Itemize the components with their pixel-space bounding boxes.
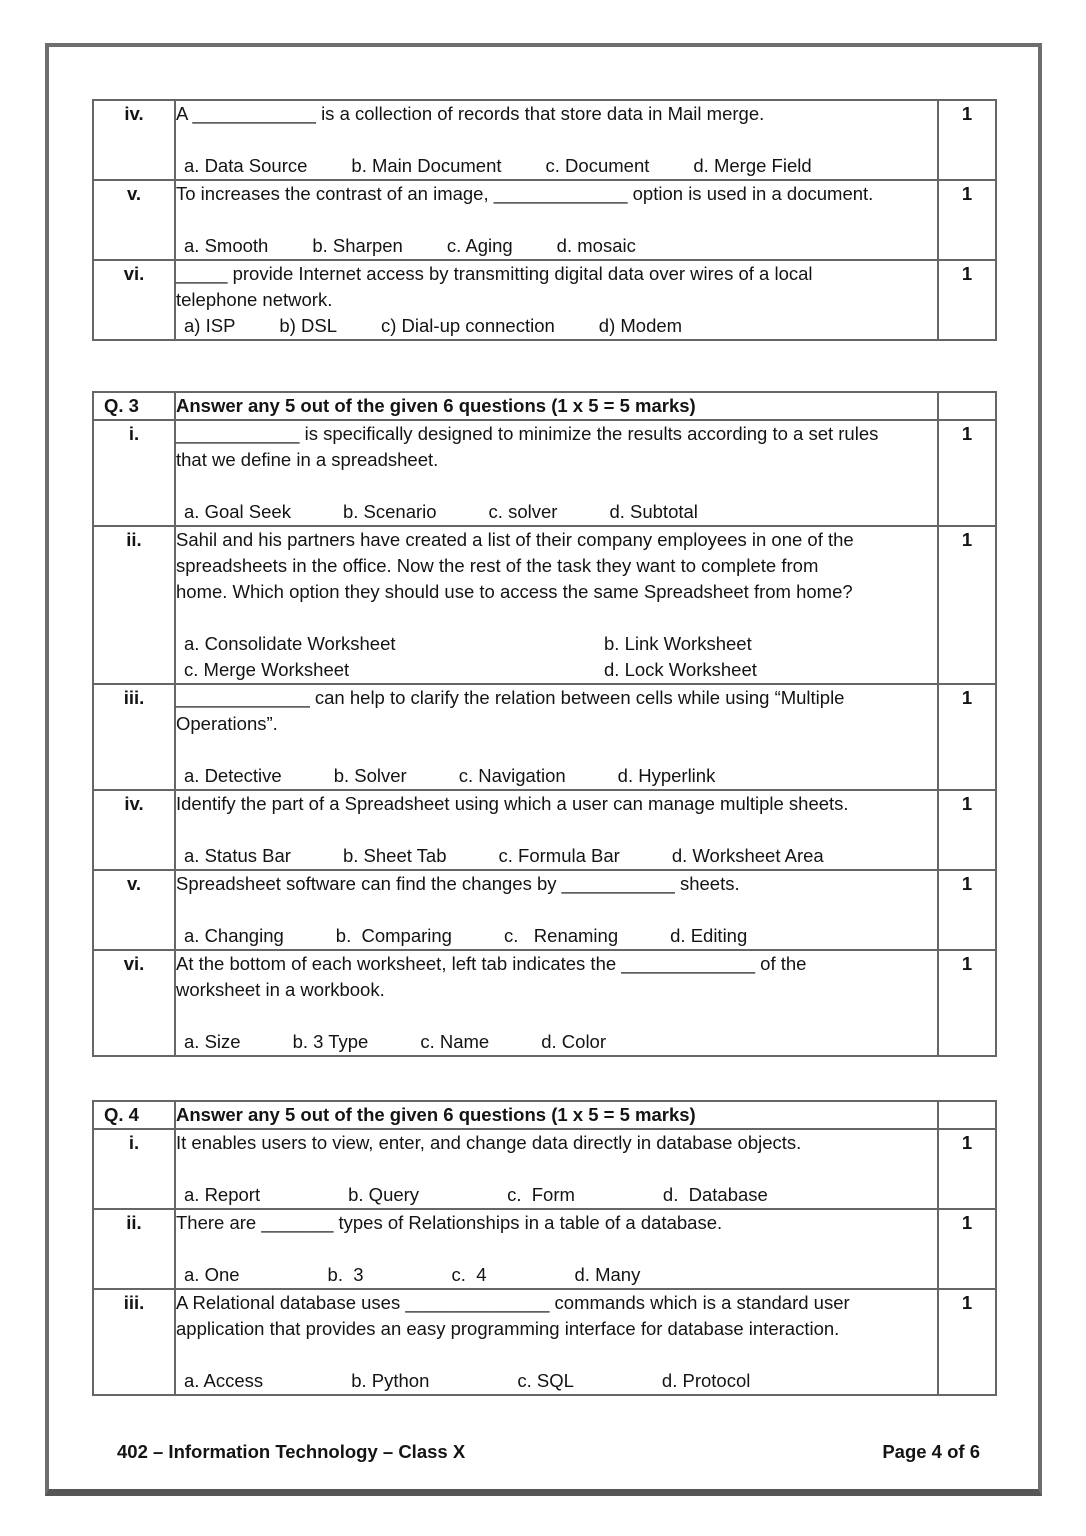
question-line: To increases the contrast of an image, _____________ option is used in a document. [176, 183, 874, 204]
question-cell [175, 260, 938, 340]
option-item: b. Main Document [351, 155, 502, 176]
question-table-q2-continued [92, 99, 997, 341]
option-item: a. Report [184, 1184, 261, 1205]
page-border [45, 43, 1042, 1496]
question-number: iv. [93, 100, 175, 180]
option-item: c. SQL [517, 1370, 574, 1391]
marks-value: 1 [938, 1289, 996, 1395]
question-line: worksheet in a workbook. [176, 979, 385, 1000]
page-content [92, 99, 1038, 1396]
option-item: d. Subtotal [609, 501, 698, 522]
question-number: ii. [93, 1209, 175, 1289]
question-row [93, 100, 996, 180]
question-line: _____ provide Internet access by transmitting digital data over wires of a local [176, 263, 813, 284]
blank-line [176, 1342, 937, 1368]
option-item: b. Python [351, 1370, 430, 1391]
question-row [93, 526, 996, 684]
question-cell [175, 180, 938, 260]
question-line: A Relational database uses ______________ commands which is a standard user [176, 1292, 850, 1313]
marks-value: 1 [938, 100, 996, 180]
option-item: d. Many [574, 1264, 641, 1285]
option-item: a. Size [184, 1031, 241, 1052]
option-item: a. Changing [184, 925, 284, 946]
option-item: b. Comparing [335, 925, 452, 946]
question-cell [175, 420, 938, 526]
options-row [184, 923, 937, 949]
question-cell [175, 870, 938, 950]
option-item: a. Goal Seek [184, 501, 291, 522]
question-cell [175, 1209, 938, 1289]
question-line: home. Which option they should use to access the same Spreadsheet from home? [176, 581, 853, 602]
option-item: b. 3 [327, 1264, 364, 1285]
option-item: a. One [184, 1264, 240, 1285]
question-row [93, 1289, 996, 1395]
blank-line [176, 897, 937, 923]
blank-line [176, 737, 937, 763]
question-tables [92, 99, 1038, 1396]
question-row [93, 260, 996, 340]
question-cell [175, 1129, 938, 1209]
page-footer [117, 1441, 980, 1463]
blank-line [176, 1156, 937, 1182]
question-line: Sahil and his partners have created a list of their company employees in one of the [176, 529, 854, 550]
question-line: telephone network. [176, 289, 333, 310]
marks-value: 1 [938, 684, 996, 790]
option-item: d. Worksheet Area [671, 845, 824, 866]
marks-value: 1 [938, 180, 996, 260]
question-number: i. [93, 420, 175, 526]
section-instruction: Answer any 5 out of the given 6 questions (1 x 5 = 5 marks) [175, 1101, 938, 1129]
question-number: ii. [93, 526, 175, 684]
question-line: ____________ is specifically designed to minimize the results according to a set rules [176, 423, 879, 444]
section-marks-header [938, 392, 996, 420]
footer-course-title: 402 – Information Technology – Class X [117, 1441, 466, 1462]
question-row [93, 790, 996, 870]
question-line: Identify the part of a Spreadsheet using which a user can manage multiple sheets. [176, 793, 849, 814]
option-item: a) ISP [184, 315, 236, 336]
option-item: d. Color [541, 1031, 607, 1052]
option-item: b. Solver [333, 765, 407, 786]
question-row [93, 684, 996, 790]
question-row [93, 420, 996, 526]
option-item: d. Protocol [661, 1370, 751, 1391]
option-item: d. Database [662, 1184, 768, 1205]
question-row [93, 180, 996, 260]
option-item: c. Aging [446, 235, 513, 256]
marks-value: 1 [938, 260, 996, 340]
option-item: c. Merge Worksheet [184, 659, 350, 680]
question-number: iii. [93, 1289, 175, 1395]
options-row [184, 843, 937, 869]
question-number: vi. [93, 950, 175, 1056]
question-line: At the bottom of each worksheet, left tab indicates the _____________ of the [176, 953, 807, 974]
blank-line [176, 473, 937, 499]
option-item: b. 3 Type [292, 1031, 369, 1052]
options-grid [184, 631, 937, 683]
option-item: c) Dial-up connection [381, 315, 555, 336]
section-question-number: Q. 4 [93, 1101, 175, 1129]
option-item: b. Link Worksheet [604, 633, 752, 654]
option-item: c. Formula Bar [498, 845, 620, 866]
question-row [93, 870, 996, 950]
question-line: A ____________ is a collection of records that store data in Mail merge. [176, 103, 765, 124]
question-line: _____________ can help to clarify the relation between cells while using “Multiple [176, 687, 845, 708]
option-item: b. Sheet Tab [342, 845, 447, 866]
question-row [93, 1129, 996, 1209]
options-row [184, 499, 937, 525]
section-question-number: Q. 3 [93, 392, 175, 420]
option-item: a. Status Bar [184, 845, 291, 866]
table-body [93, 100, 996, 340]
question-line: Spreadsheet software can find the changes by ___________ sheets. [176, 873, 740, 894]
question-number: iv. [93, 790, 175, 870]
option-item: c. Navigation [458, 765, 566, 786]
blank-line [176, 1236, 937, 1262]
table-body [93, 392, 996, 1056]
options-row [184, 1182, 937, 1208]
option-item: c. Document [545, 155, 650, 176]
question-cell [175, 790, 938, 870]
question-cell [175, 100, 938, 180]
footer-page-number: Page 4 of 6 [882, 1441, 980, 1462]
question-row [93, 950, 996, 1056]
option-item: d) Modem [598, 315, 683, 336]
question-table-q3 [92, 391, 997, 1057]
section-header-row [93, 1101, 996, 1129]
option-item: b. Scenario [342, 501, 437, 522]
question-number: vi. [93, 260, 175, 340]
section-instruction: Answer any 5 out of the given 6 questions (1 x 5 = 5 marks) [175, 392, 938, 420]
marks-value: 1 [938, 1129, 996, 1209]
question-line: It enables users to view, enter, and change data directly in database objects. [176, 1132, 802, 1153]
options-row [184, 313, 937, 339]
blank-line [176, 1003, 937, 1029]
blank-line [176, 207, 937, 233]
question-number: iii. [93, 684, 175, 790]
options-row [184, 763, 937, 789]
option-item: c. 4 [451, 1264, 487, 1285]
question-table-q4 [92, 1100, 997, 1396]
option-item: d. Editing [670, 925, 748, 946]
option-item: a. Consolidate Worksheet [184, 633, 396, 654]
option-item: b. Sharpen [312, 235, 403, 256]
marks-value: 1 [938, 790, 996, 870]
table-body [93, 1101, 996, 1395]
blank-line [176, 605, 937, 631]
options-row [184, 1262, 937, 1288]
options-row [184, 1368, 937, 1394]
marks-value: 1 [938, 420, 996, 526]
question-number: v. [93, 180, 175, 260]
option-item: a. Detective [184, 765, 282, 786]
question-row [93, 1209, 996, 1289]
options-row [184, 1029, 937, 1055]
marks-value: 1 [938, 526, 996, 684]
option-item: c. Name [420, 1031, 490, 1052]
option-item: b. Query [348, 1184, 420, 1205]
option-item: b) DSL [279, 315, 337, 336]
question-cell [175, 950, 938, 1056]
question-line: Operations”. [176, 713, 278, 734]
option-item: c. solver [488, 501, 558, 522]
section-header-row [93, 392, 996, 420]
question-line: application that provides an easy programming interface for database interaction. [176, 1318, 840, 1339]
blank-line [176, 127, 937, 153]
question-line: that we define in a spreadsheet. [176, 449, 439, 470]
question-line: spreadsheets in the office. Now the rest of the task they want to complete from [176, 555, 819, 576]
option-item: c. Form [507, 1184, 575, 1205]
option-item: a. Data Source [184, 155, 308, 176]
option-item: a. Smooth [184, 235, 269, 256]
option-item: d. Lock Worksheet [604, 659, 757, 680]
question-number: v. [93, 870, 175, 950]
question-cell [175, 526, 938, 684]
option-item: a. Access [184, 1370, 264, 1391]
section-marks-header [938, 1101, 996, 1129]
option-item: d. mosaic [556, 235, 636, 256]
question-cell [175, 684, 938, 790]
marks-value: 1 [938, 950, 996, 1056]
options-row [184, 233, 937, 259]
marks-value: 1 [938, 870, 996, 950]
options-row [184, 153, 937, 179]
marks-value: 1 [938, 1209, 996, 1289]
question-number: i. [93, 1129, 175, 1209]
question-cell [175, 1289, 938, 1395]
option-item: c. Renaming [503, 925, 619, 946]
blank-line [176, 817, 937, 843]
option-item: d. Hyperlink [617, 765, 716, 786]
question-line: There are _______ types of Relationships in a table of a database. [176, 1212, 723, 1233]
option-item: d. Merge Field [693, 155, 812, 176]
